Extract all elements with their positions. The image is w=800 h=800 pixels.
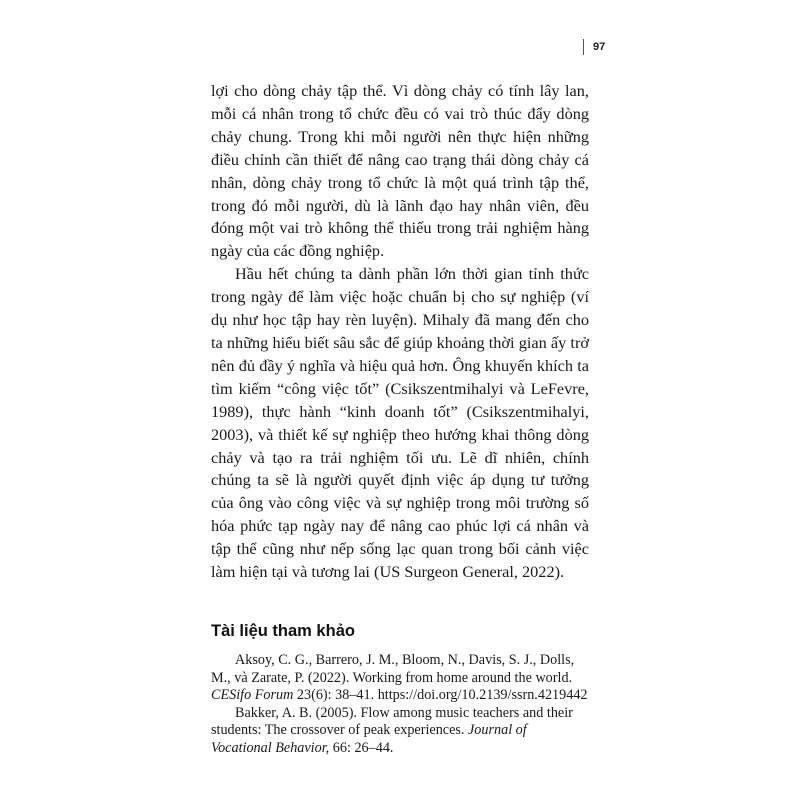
reference-item xyxy=(211,705,589,758)
reference-list xyxy=(211,652,589,757)
reference-citation-details: 66: 26–44. xyxy=(329,739,394,756)
reference-item xyxy=(211,652,589,705)
paragraph-continuation: lợi cho dòng chảy tập thể. Vì dòng chảy có tính lây lan, mỗi cá nhân trong tổ chức đều có vai trò thúc đẩy dòng chảy chung. Trong khi mỗi người nên thực hiện những điều chỉnh cần thiết để nâng cao trạng thái dòng chảy cá nhân, dòng chảy trong tổ chức là một quá trình tập thể, trong đó mỗi người, dù là lãnh đạo hay nhân viên, đều đóng một vai trò không thể thiếu trong trải nghiệm hàng ngày của các đồng nghiệp. xyxy=(211,81,589,261)
page-header xyxy=(583,38,605,56)
reference-journal-title: CESifo Forum xyxy=(211,687,294,703)
references-heading: Tài liệu tham khảo xyxy=(211,622,355,640)
reference-main-text: Aksoy, C. G., Barrero, J. M., Bloom, N., Davis, S. J., Dolls, M., và Zarate, P. (2022). Working from home around the world. xyxy=(211,652,575,686)
header-divider xyxy=(583,39,584,55)
reference-main-text: Bakker, A. B. (2005). Flow among music teachers and their students: The crossover of peak experiences. xyxy=(211,704,573,738)
reference-journal-title: Journal of Vocational Behavior, xyxy=(211,722,527,756)
paragraph-work-and-career: Hầu hết chúng ta dành phần lớn thời gian tỉnh thức trong ngày để làm việc hoặc chuẩn bị cho sự nghiệp (ví dụ như học tập hay rèn luyện). Mihaly đã mang đến cho ta những hiểu biết sâu sắc để giúp khoảng thời gian ấy trở nên đủ đầy ý nghĩa và hiệu quả hơn. Ông khuyến khích ta tìm kiếm “công việc tốt” (Csikszentmihalyi và LeFevre, 1989), thực hành “kinh doanh tốt” (Csikszentmihalyi, 2003), và thiết kế sự nghiệp theo hướng khai thông dòng chảy và tạo ra trải nghiệm tối ưu. Lẽ dĩ nhiên, chính chúng ta sẽ là người quyết định việc áp dụng tư tưởng của ông vào công việc và sự nghiệp trong môi trường số hóa phức tạp ngày nay để nâng cao phúc lợi cá nhân và tập thể cũng như nếp sống lạc quan trong bối cảnh việc làm hiện tại và tương lai (US Surgeon General, 2022). xyxy=(211,264,589,582)
page-number: 97 xyxy=(593,41,606,53)
body-text xyxy=(211,80,589,584)
reference-citation-details: 23(6): 38–41. https://doi.org/10.2139/ssrn.4219442 xyxy=(293,687,588,703)
